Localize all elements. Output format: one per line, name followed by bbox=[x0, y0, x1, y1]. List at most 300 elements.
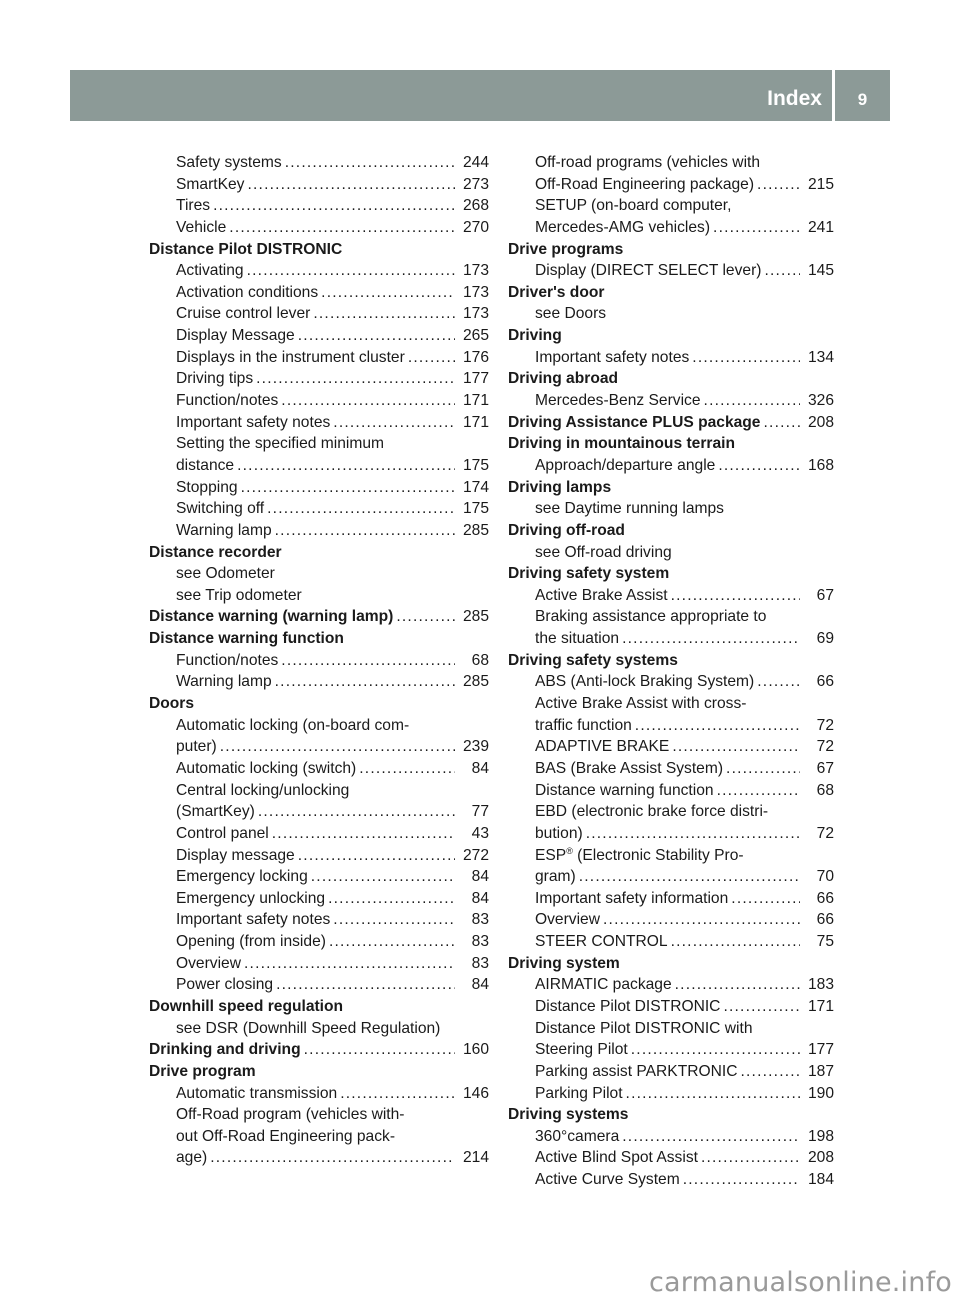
entry-text: Driving safety systems bbox=[508, 651, 678, 669]
entry-text: Display Message bbox=[176, 327, 295, 345]
index-subentry[interactable] bbox=[149, 801, 489, 823]
entry-text: gram) bbox=[535, 868, 576, 886]
dot-leader bbox=[276, 974, 455, 996]
index-heading bbox=[508, 433, 834, 455]
entry-text: Downhill speed regulation bbox=[149, 997, 344, 1015]
page-reference[interactable]: 160 bbox=[462, 1041, 489, 1059]
entry-text: Off-Road program (vehicles with- bbox=[176, 1106, 405, 1124]
page-reference[interactable]: 77 bbox=[471, 803, 489, 821]
dot-leader bbox=[258, 801, 455, 823]
entry-text: SmartKey bbox=[176, 175, 245, 193]
page-reference[interactable]: 68 bbox=[471, 651, 489, 669]
page-reference[interactable]: 83 bbox=[471, 954, 489, 972]
index-subentry bbox=[508, 606, 834, 628]
dot-leader bbox=[328, 888, 455, 910]
page-reference[interactable]: 174 bbox=[462, 478, 489, 496]
entry-text: Automatic locking (on-board com- bbox=[176, 716, 410, 734]
index-subentry[interactable] bbox=[149, 758, 489, 780]
page-reference[interactable]: 239 bbox=[462, 738, 489, 756]
index-heading[interactable] bbox=[149, 606, 489, 628]
entry-text: Drive programs bbox=[508, 240, 624, 258]
dot-leader bbox=[408, 347, 455, 369]
index-subentry bbox=[508, 152, 834, 174]
dot-leader bbox=[267, 498, 455, 520]
dot-leader bbox=[311, 866, 455, 888]
entry-text: Active Blind Spot Assist bbox=[535, 1149, 698, 1167]
index-column-right bbox=[508, 152, 834, 1191]
dot-leader bbox=[671, 931, 800, 953]
entry-text: Drinking and driving bbox=[149, 1041, 301, 1059]
index-subentry[interactable] bbox=[149, 174, 489, 196]
index-heading bbox=[508, 282, 834, 304]
entry-text: Driving bbox=[508, 327, 562, 345]
dot-leader bbox=[740, 1061, 800, 1083]
index-subentry[interactable] bbox=[149, 477, 489, 499]
entry-text: Driving safety system bbox=[508, 565, 670, 583]
dot-leader bbox=[713, 217, 800, 239]
entry-text: distance bbox=[176, 456, 235, 474]
dot-leader bbox=[272, 823, 455, 845]
index-subentry[interactable] bbox=[508, 260, 834, 282]
dot-leader bbox=[256, 368, 455, 390]
dot-leader bbox=[586, 823, 800, 845]
index-subentry[interactable] bbox=[508, 736, 834, 758]
page-reference[interactable]: 177 bbox=[462, 370, 489, 388]
entry-text: ADAPTIVE BRAKE bbox=[535, 738, 670, 756]
entry-text: see Trip odometer bbox=[176, 586, 302, 604]
dot-leader bbox=[726, 758, 800, 780]
index-subentry[interactable] bbox=[508, 347, 834, 369]
entry-text: Cruise control lever bbox=[176, 305, 311, 323]
dot-leader bbox=[757, 671, 800, 693]
page-number: 9 bbox=[857, 90, 868, 109]
index-subentry[interactable] bbox=[508, 996, 834, 1018]
entry-text: Distance Pilot DISTRONIC bbox=[149, 240, 343, 258]
entry-text: Mercedes-Benz Service bbox=[535, 392, 701, 410]
page-reference[interactable]: 67 bbox=[816, 759, 834, 777]
entry-text: Active Brake Assist with cross- bbox=[535, 695, 747, 713]
index-heading bbox=[508, 368, 834, 390]
page-reference[interactable]: 173 bbox=[462, 305, 489, 323]
index-heading bbox=[149, 239, 489, 261]
entry-text: Active Curve System bbox=[535, 1171, 680, 1189]
page-reference[interactable]: 285 bbox=[462, 608, 489, 626]
dot-leader bbox=[603, 909, 800, 931]
index-subentry[interactable] bbox=[508, 974, 834, 996]
entry-text: BAS (Brake Assist System) bbox=[535, 759, 724, 777]
entry-text: Drive program bbox=[149, 1062, 256, 1080]
page-reference[interactable]: 176 bbox=[462, 348, 489, 366]
entry-text: Distance Pilot DISTRONIC with bbox=[535, 1019, 753, 1037]
page-reference[interactable]: 268 bbox=[462, 197, 489, 215]
entry-text: Important safety notes bbox=[535, 348, 690, 366]
index-subentry[interactable] bbox=[149, 347, 489, 369]
entry-text: the situation bbox=[535, 630, 620, 648]
page-reference[interactable]: 177 bbox=[807, 1041, 834, 1059]
page-reference[interactable]: 241 bbox=[807, 218, 834, 236]
index-subentry[interactable] bbox=[149, 325, 489, 347]
entry-text: age) bbox=[176, 1149, 208, 1167]
entry-text: ABS (Anti-lock Braking System) bbox=[535, 673, 755, 691]
page-reference[interactable]: 70 bbox=[816, 868, 834, 886]
dot-leader bbox=[359, 758, 455, 780]
dot-leader bbox=[764, 412, 801, 434]
dot-leader bbox=[683, 1169, 800, 1191]
entry-text: Important safety notes bbox=[176, 911, 331, 929]
index-subentry[interactable] bbox=[149, 520, 489, 542]
entry-text: see Daytime running lamps bbox=[535, 500, 724, 518]
entry-text: Vehicle bbox=[176, 218, 227, 236]
index-subentry[interactable] bbox=[149, 650, 489, 672]
dot-leader bbox=[313, 303, 455, 325]
entry-text: Setting the specified minimum bbox=[176, 435, 385, 453]
dot-leader bbox=[757, 174, 800, 196]
section-title: Index bbox=[767, 87, 822, 110]
page-reference[interactable]: 72 bbox=[816, 716, 834, 734]
index-subentry[interactable] bbox=[149, 1083, 489, 1105]
index-subentry bbox=[149, 715, 489, 737]
index-subentry bbox=[508, 195, 834, 217]
index-subentry[interactable] bbox=[149, 282, 489, 304]
index-subentry[interactable] bbox=[149, 888, 489, 910]
index-subentry bbox=[149, 563, 489, 585]
dot-leader bbox=[321, 282, 455, 304]
page-reference[interactable]: 198 bbox=[807, 1127, 834, 1145]
dot-leader bbox=[247, 260, 455, 282]
dot-leader bbox=[275, 520, 455, 542]
page-reference[interactable]: 67 bbox=[816, 586, 834, 604]
index-subentry[interactable] bbox=[149, 736, 489, 758]
index-subentry[interactable] bbox=[149, 303, 489, 325]
entry-text: Power closing bbox=[176, 976, 274, 994]
dot-leader bbox=[229, 217, 455, 239]
page-reference[interactable]: 244 bbox=[462, 154, 489, 171]
entry-text: Opening (from inside) bbox=[176, 933, 326, 951]
page-reference[interactable]: 69 bbox=[816, 630, 834, 648]
entry-text: Overview bbox=[535, 911, 600, 929]
page-reference[interactable]: 171 bbox=[462, 392, 489, 410]
index-subentry[interactable] bbox=[149, 498, 489, 520]
index-subentry[interactable] bbox=[508, 780, 834, 802]
index-subentry[interactable] bbox=[508, 217, 834, 239]
index-subentry[interactable] bbox=[508, 671, 834, 693]
index-subentry[interactable] bbox=[508, 1083, 834, 1105]
entry-text: Warning lamp bbox=[176, 673, 272, 691]
page-reference[interactable]: 272 bbox=[462, 846, 489, 864]
dot-leader bbox=[717, 780, 800, 802]
index-subentry[interactable] bbox=[149, 909, 489, 931]
index-subentry[interactable] bbox=[508, 1169, 834, 1191]
page-reference[interactable]: 183 bbox=[807, 976, 834, 994]
dot-leader bbox=[333, 909, 455, 931]
index-subentry[interactable] bbox=[149, 412, 489, 434]
entry-text: Distance recorder bbox=[149, 543, 282, 561]
entry-text: Braking assistance appropriate to bbox=[535, 608, 767, 626]
dot-leader bbox=[210, 1147, 455, 1169]
index-subentry bbox=[149, 585, 489, 607]
page-reference[interactable]: 171 bbox=[462, 413, 489, 431]
index-subentry bbox=[508, 542, 834, 564]
index-heading bbox=[508, 650, 834, 672]
index-subentry[interactable] bbox=[508, 823, 834, 845]
entry-text: Function/notes bbox=[176, 651, 279, 669]
index-heading bbox=[508, 563, 834, 585]
entry-text: Warning lamp bbox=[176, 521, 272, 539]
entry-text: Overview bbox=[176, 954, 241, 972]
dot-leader bbox=[247, 174, 455, 196]
page-reference[interactable]: 43 bbox=[471, 824, 489, 842]
dot-leader bbox=[723, 996, 800, 1018]
page-reference[interactable]: 215 bbox=[807, 175, 834, 193]
dot-leader bbox=[298, 325, 455, 347]
dot-leader bbox=[626, 1083, 800, 1105]
dot-leader bbox=[622, 1126, 800, 1148]
entry-text: Driving system bbox=[508, 954, 620, 972]
entry-text: Activating bbox=[176, 262, 244, 280]
index-subentry[interactable] bbox=[508, 909, 834, 931]
entry-text: Switching off bbox=[176, 500, 265, 518]
entry-text: Driving tips bbox=[176, 370, 254, 388]
dot-leader bbox=[244, 953, 455, 975]
index-subentry[interactable] bbox=[149, 195, 489, 217]
index-heading bbox=[508, 239, 834, 261]
dot-leader bbox=[718, 455, 800, 477]
entry-text: AIRMATIC package bbox=[535, 976, 672, 994]
page-reference[interactable]: 66 bbox=[816, 673, 834, 691]
dot-leader bbox=[622, 628, 800, 650]
index-subentry[interactable] bbox=[508, 1061, 834, 1083]
entry-text: SETUP (on-board computer, bbox=[535, 197, 732, 215]
page-reference[interactable]: 326 bbox=[807, 392, 834, 410]
index-subentry bbox=[149, 1104, 489, 1126]
index-heading bbox=[508, 953, 834, 975]
entry-text: Approach/departure angle bbox=[535, 456, 716, 474]
index-subentry[interactable] bbox=[508, 715, 834, 737]
page-reference[interactable]: 145 bbox=[807, 262, 834, 280]
page-reference[interactable]: 83 bbox=[471, 911, 489, 929]
entry-text: Off-road programs (vehicles with bbox=[535, 154, 761, 171]
page-reference[interactable]: 187 bbox=[807, 1062, 834, 1080]
entry-text: bution) bbox=[535, 824, 583, 842]
entry-text: out Off-Road Engineering pack- bbox=[176, 1127, 396, 1145]
page-reference[interactable]: 265 bbox=[462, 327, 489, 345]
index-subentry bbox=[508, 1018, 834, 1040]
page-reference[interactable]: 83 bbox=[471, 933, 489, 951]
index-subentry[interactable] bbox=[508, 758, 834, 780]
page-reference[interactable]: 134 bbox=[807, 348, 834, 366]
index-subentry[interactable] bbox=[508, 455, 834, 477]
index-subentry bbox=[149, 780, 489, 802]
dot-leader bbox=[671, 585, 800, 607]
entry-text: Driving Assistance PLUS package bbox=[508, 413, 761, 431]
dot-leader bbox=[764, 260, 800, 282]
index-subentry[interactable] bbox=[508, 174, 834, 196]
index-subentry bbox=[508, 303, 834, 325]
page-number-box bbox=[835, 70, 890, 121]
entry-text: see Odometer bbox=[176, 565, 275, 583]
entry-text: Parking assist PARKTRONIC bbox=[535, 1062, 738, 1080]
dot-leader bbox=[672, 736, 800, 758]
index-subentry[interactable] bbox=[149, 260, 489, 282]
index-subentry[interactable] bbox=[149, 866, 489, 888]
index-heading bbox=[149, 542, 489, 564]
entry-text: traffic function bbox=[535, 716, 632, 734]
dot-leader bbox=[285, 152, 455, 174]
index-heading bbox=[149, 628, 489, 650]
index-subentry[interactable] bbox=[508, 390, 834, 412]
entry-text: Safety systems bbox=[176, 154, 282, 171]
index-subentry[interactable] bbox=[508, 866, 834, 888]
index-subentry bbox=[149, 433, 489, 455]
dot-leader bbox=[731, 888, 800, 910]
index-subentry[interactable] bbox=[149, 390, 489, 412]
page-reference[interactable]: 285 bbox=[462, 673, 489, 691]
entry-text: Distance Pilot DISTRONIC bbox=[535, 997, 721, 1015]
page-reference[interactable]: 173 bbox=[462, 262, 489, 280]
dot-leader bbox=[704, 390, 800, 412]
entry-text: Control panel bbox=[176, 824, 269, 842]
watermark: carmanualsonline.info bbox=[649, 1267, 952, 1298]
dot-leader bbox=[340, 1083, 455, 1105]
page-reference[interactable]: 173 bbox=[462, 283, 489, 301]
index-heading bbox=[149, 996, 489, 1018]
page-reference[interactable]: 175 bbox=[462, 456, 489, 474]
page-reference[interactable]: 84 bbox=[471, 759, 489, 777]
index-subentry[interactable] bbox=[149, 1147, 489, 1169]
entry-text: Function/notes bbox=[176, 392, 279, 410]
entry-text: Central locking/unlocking bbox=[176, 781, 350, 799]
entry-text: ESP® (Electronic Stability Pro- bbox=[535, 845, 744, 864]
entry-text: Important safety information bbox=[535, 889, 729, 907]
dot-leader bbox=[241, 477, 455, 499]
index-subentry[interactable] bbox=[508, 1039, 834, 1061]
index-subentry bbox=[508, 801, 834, 823]
page-reference[interactable]: 146 bbox=[462, 1084, 489, 1102]
dot-leader bbox=[213, 195, 455, 217]
dot-leader bbox=[220, 736, 455, 758]
page-reference[interactable]: 66 bbox=[816, 911, 834, 929]
page-reference[interactable]: 168 bbox=[807, 456, 834, 474]
entry-text: Stopping bbox=[176, 478, 238, 496]
dot-leader bbox=[333, 412, 455, 434]
page-reference[interactable]: 208 bbox=[807, 1149, 834, 1167]
index-heading bbox=[149, 693, 489, 715]
index-column-left bbox=[149, 152, 489, 1169]
index-subentry[interactable] bbox=[149, 152, 489, 174]
entry-text: Distance warning (warning lamp) bbox=[149, 608, 394, 626]
index-subentry[interactable] bbox=[508, 931, 834, 953]
entry-text: puter) bbox=[176, 738, 217, 756]
entry-text: Activation conditions bbox=[176, 283, 319, 301]
entry-text: Distance warning function bbox=[535, 781, 714, 799]
entry-text: Mercedes-AMG vehicles) bbox=[535, 218, 711, 236]
page-reference[interactable]: 190 bbox=[807, 1084, 834, 1102]
index-subentry[interactable] bbox=[149, 455, 489, 477]
entry-text: (SmartKey) bbox=[176, 803, 255, 821]
index-subentry[interactable] bbox=[149, 823, 489, 845]
entry-text: Display (DIRECT SELECT lever) bbox=[535, 262, 762, 280]
entry-text: Driving off-road bbox=[508, 521, 625, 539]
page-reference[interactable]: 84 bbox=[471, 889, 489, 907]
entry-text: see DSR (Downhill Speed Regulation) bbox=[176, 1019, 441, 1037]
entry-text: Emergency unlocking bbox=[176, 889, 326, 907]
entry-text: Distance warning function bbox=[149, 630, 344, 648]
entry-text: STEER CONTROL bbox=[535, 933, 668, 951]
dot-leader bbox=[304, 1039, 455, 1061]
entry-text: Automatic locking (switch) bbox=[176, 759, 357, 777]
index-heading[interactable] bbox=[508, 412, 834, 434]
index-subentry[interactable] bbox=[508, 888, 834, 910]
entry-text: EBD (electronic brake force distri- bbox=[535, 803, 769, 821]
page-reference[interactable]: 184 bbox=[807, 1171, 834, 1189]
index-heading bbox=[508, 520, 834, 542]
entry-text: Display message bbox=[176, 846, 295, 864]
entry-text: Driving systems bbox=[508, 1106, 629, 1124]
page-reference[interactable]: 175 bbox=[462, 500, 489, 518]
entry-text: Emergency locking bbox=[176, 868, 308, 886]
index-subentry[interactable] bbox=[149, 953, 489, 975]
index-heading bbox=[508, 477, 834, 499]
index-subentry[interactable] bbox=[149, 671, 489, 693]
dot-leader bbox=[237, 455, 455, 477]
entry-text: Active Brake Assist bbox=[535, 586, 668, 604]
page-reference[interactable]: 66 bbox=[816, 889, 834, 907]
page-reference[interactable]: 75 bbox=[816, 933, 834, 951]
dot-leader bbox=[579, 866, 800, 888]
entry-text: Parking Pilot bbox=[535, 1084, 623, 1102]
index-heading bbox=[508, 325, 834, 347]
dot-leader bbox=[675, 974, 800, 996]
dot-leader bbox=[635, 715, 800, 737]
page-reference[interactable]: 72 bbox=[816, 824, 834, 842]
index-heading[interactable] bbox=[149, 1039, 489, 1061]
dot-leader bbox=[631, 1039, 800, 1061]
page-reference[interactable]: 72 bbox=[816, 738, 834, 756]
page-reference[interactable]: 84 bbox=[471, 868, 489, 886]
index-subentry[interactable] bbox=[508, 585, 834, 607]
page-reference[interactable]: 285 bbox=[462, 521, 489, 539]
index-subentry[interactable] bbox=[149, 974, 489, 996]
page-reference[interactable]: 171 bbox=[807, 997, 834, 1015]
index-subentry[interactable] bbox=[508, 628, 834, 650]
page-reference[interactable]: 84 bbox=[471, 976, 489, 994]
entry-text: 360°camera bbox=[535, 1127, 620, 1145]
entry-text: Tires bbox=[176, 197, 211, 215]
dot-leader bbox=[692, 347, 800, 369]
page-reference[interactable]: 270 bbox=[462, 218, 489, 236]
dot-leader bbox=[396, 606, 455, 628]
page-reference[interactable]: 208 bbox=[807, 413, 834, 431]
index-subentry[interactable] bbox=[508, 1126, 834, 1148]
index-subentry[interactable] bbox=[149, 368, 489, 390]
page-reference[interactable]: 214 bbox=[462, 1149, 489, 1167]
entry-text: Displays in the instrument cluster bbox=[176, 348, 405, 366]
entry-text: see Doors bbox=[535, 305, 607, 323]
entry-text: Automatic transmission bbox=[176, 1084, 338, 1102]
index-subentry[interactable] bbox=[149, 217, 489, 239]
index-subentry bbox=[508, 845, 834, 867]
index-subentry[interactable] bbox=[149, 845, 489, 867]
index-subentry[interactable] bbox=[149, 931, 489, 953]
dot-leader bbox=[281, 390, 455, 412]
page-reference[interactable]: 68 bbox=[816, 781, 834, 799]
index-subentry[interactable] bbox=[508, 1147, 834, 1169]
page-reference[interactable]: 273 bbox=[462, 175, 489, 193]
dot-leader bbox=[329, 931, 455, 953]
entry-text: Driving lamps bbox=[508, 478, 612, 496]
dot-leader bbox=[298, 845, 455, 867]
entry-text: Off-Road Engineering package) bbox=[535, 175, 755, 193]
